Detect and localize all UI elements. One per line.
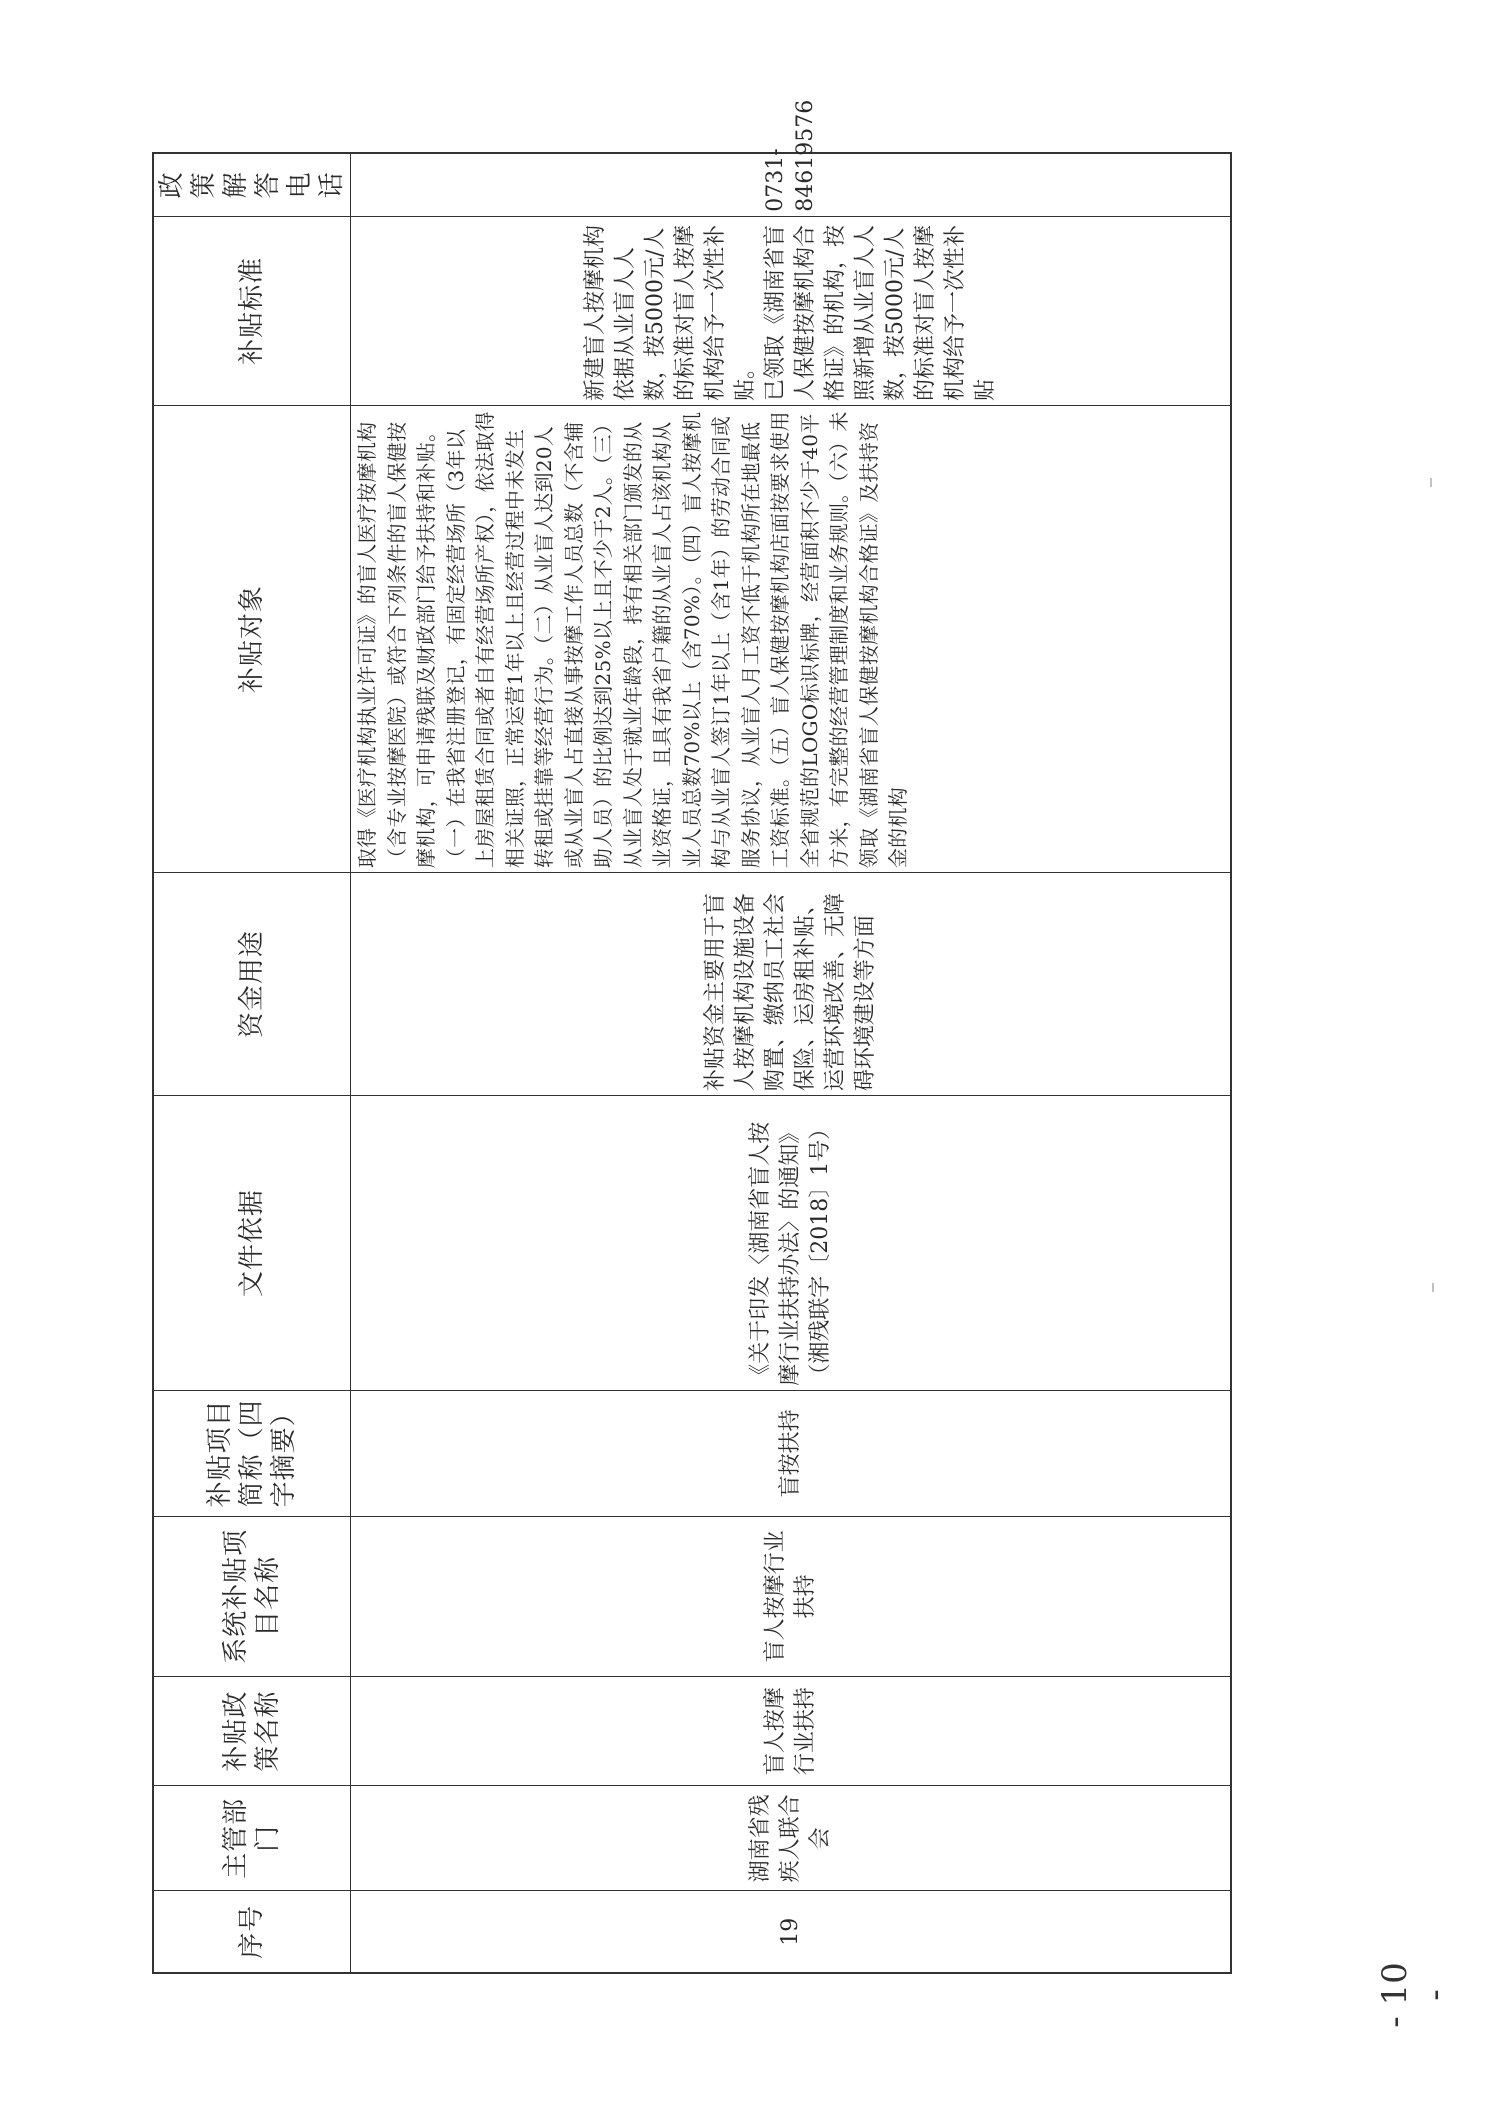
- header-short-name: 补贴项目简称（四字摘要）: [153, 1390, 351, 1516]
- cell-department: 湖南省残疾人联合会: [351, 1786, 1232, 1891]
- cell-system-project: 盲人按摩行业扶持: [351, 1516, 1232, 1676]
- cell-target: [351, 406, 1232, 873]
- cell-policy-name: 盲人按摩行业扶持: [351, 1676, 1232, 1785]
- table-header-row: [153, 153, 351, 1973]
- cell-standard: [351, 216, 1232, 405]
- header-hotline: 政策解答电话: [153, 153, 351, 216]
- header-system-project: 系统补贴项目名称: [153, 1516, 351, 1676]
- scan-speck: [1430, 478, 1432, 487]
- header-document-basis: 文件依据: [153, 1096, 351, 1391]
- table-row: [351, 153, 1232, 1973]
- cell-fund-use: 补贴资金主要用于盲人按摩机构设施设备购置、缴纳员工社会保险、运房租补贴、运营环境改善、无障碍环境建设等方面: [351, 873, 1232, 1096]
- standard-line-2: 已领取《湖南省盲人保健按摩机构合格证》的机构，按照新增从业盲人人数，按5000元/人的标准对盲人按摩机构给予一次性补贴: [762, 225, 998, 402]
- header-seq: 序号: [153, 1891, 351, 1973]
- target-text: 取得《医疗机构执业许可证》的盲人医疗按摩机构（含专业按摩医院）或符合下列条件的盲人保健按摩机构，可申请残联及财政部门给予扶持和补贴。（一）在我省注册登记，有固定经营场所（3年以上房屋租赁合同或者自有经营场所产权），依法取得相关证照，正常运营1年以上且经营过程中未发生转租或挂靠等经营行为。（二）从业盲人达到20人或从业盲人占直接从事按摩工作人员总数（不含辅助人员）的比例达到25%以上且不少于2人。（三）从业盲人处于就业年龄段，持有相关部门颁发的从业资格证，且具有我省户籍的从业盲人占该机构从业人员总数70%以上（含70%）。（四）盲人按摩机构与从业盲人签订1年以上（含1年）的劳动合同或服务协议，从业盲人月工资不低于机构所在地最低工资标准。（五）盲人保健按摩机构店面按要求使用全省规范的LOGO标识标牌，经营面积不少于40平方米，有完整的经营管理制度和业务规则。（六）未领取《湖南省盲人保健按摩机构合格证》及扶持资金的机构: [355, 411, 910, 869]
- cell-hotline: 0731-84619576: [351, 153, 1232, 216]
- header-department: 主管部门: [153, 1786, 351, 1891]
- scan-speck: [1432, 1283, 1434, 1292]
- page-number: - 10 -: [1375, 1962, 1455, 2028]
- cell-document-basis: 《关于印发〈湖南省盲人按摩行业扶持办法〉的通知》（湘残联字〔2018〕1号）: [351, 1096, 1232, 1391]
- cell-seq: 19: [351, 1891, 1232, 1973]
- subsidy-table: [152, 99, 1232, 1974]
- header-standard: 补贴标准: [153, 216, 351, 405]
- header-policy-name: 补贴政策名称: [153, 1676, 351, 1785]
- cell-short-name: 盲按扶持: [351, 1390, 1232, 1516]
- header-fund-use: 资金用途: [153, 873, 351, 1096]
- rotated-table-container: [152, 99, 1232, 1974]
- header-target: 补贴对象: [153, 406, 351, 873]
- standard-line-1: 新建盲人按摩机构依据从业盲人人数，按5000元/人的标准对盲人按摩机构给予一次性补贴。: [582, 225, 758, 402]
